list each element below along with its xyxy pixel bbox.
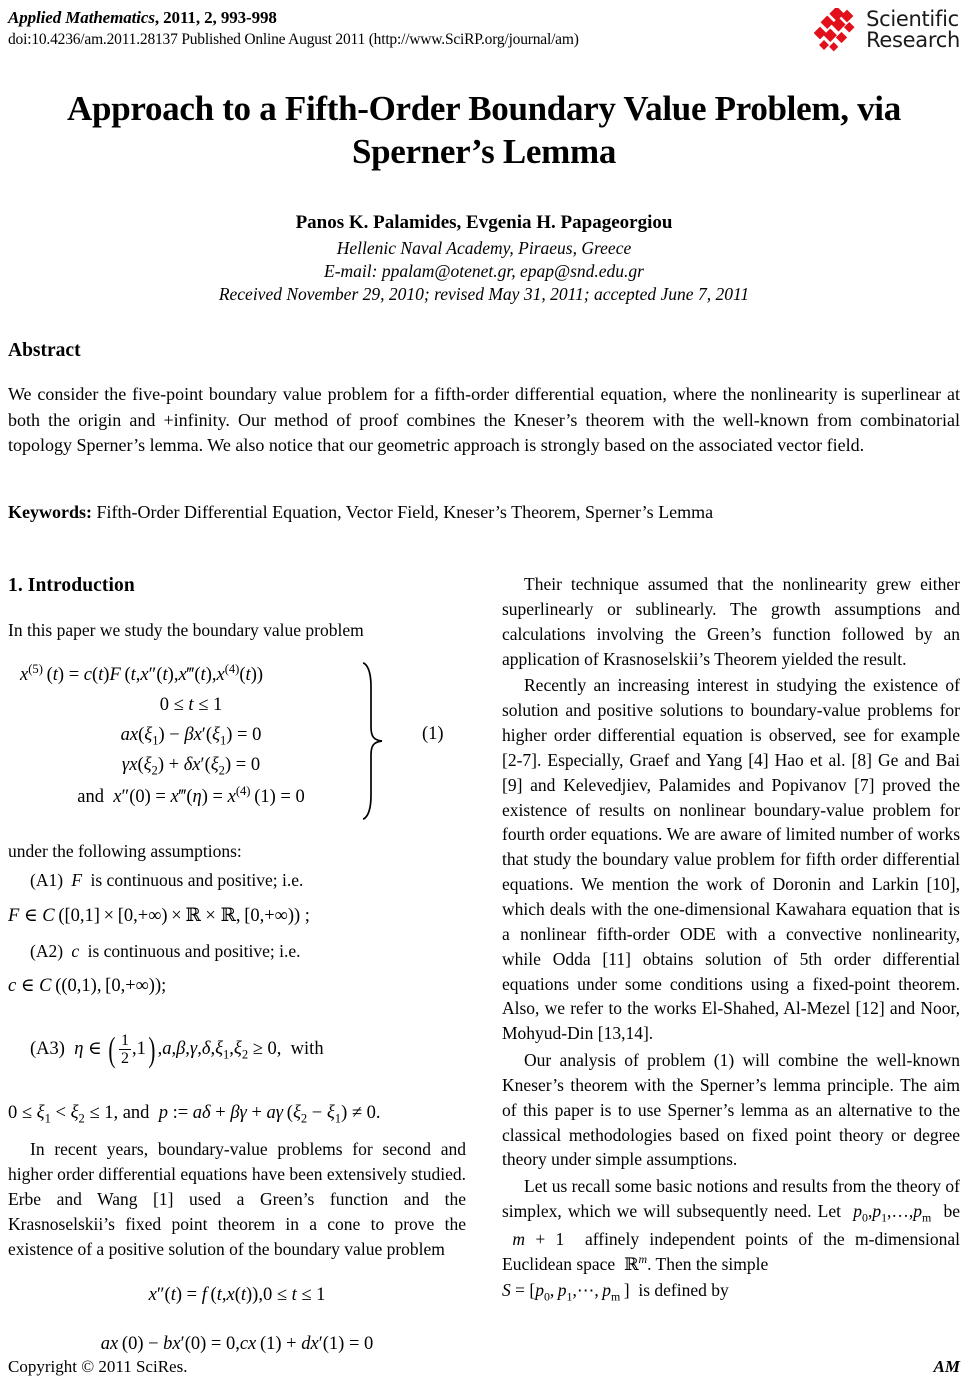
author-names: Panos K. Palamides, Evgenia H. Papageorgiou xyxy=(295,212,673,233)
keywords-label: Keywords: xyxy=(8,502,92,522)
right-paragraph-2: Recently an increasing interest in studying the existence of solution and positive solutions to boundary-value problems for higher order differential equation is observed, see for example [2-7]. Especially, Graef and Yang [4] Hao et al. [8] Ge and Bai [9] and Kelevedjiev, Palamides and Popivanov [7] proved the existence of results on nonlinear boundary-value problem for fourth order equations. We are aware of limited number of works that study the boundary value problem for fifth order differential equations. We mention the work of Doronin and Larkin [10], which deals with the one-dimensional Kawahara equation that is a nonlinear fifth-order ODE with a convective nonlinearity, while Odda [11] obtains solution of 5th order differential equations under some conditions using a fixed-point theorem. Also, we refer to the works El-Shahed, Al-Mezel [12] and Noor, Mohyud-Din [13,14]. xyxy=(502,675,960,1044)
author-affiliation: Hellenic Naval Academy, Piraeus, Greece xyxy=(336,238,632,258)
equation-1-row-5: and x″(0) = x‴(η) = $x^{(4)}$ (1) = 0 xyxy=(77,783,305,807)
right-column xyxy=(502,572,960,1307)
author-email-line xyxy=(34,261,934,282)
assumption-a2-line xyxy=(8,936,466,967)
right-paragraph-4-text-4: . Then the simple xyxy=(647,1254,769,1275)
journal-issue-info: , 2011, 2, 993-998 xyxy=(154,8,277,27)
author-block xyxy=(34,212,934,307)
assumption-a3-line: (A3) η ∈ ( $\frac{1}{2}$ ,1) $,a,\beta,\gamma,\delta,\xi_1,\xi_2 \ge 0$, with xyxy=(8,1006,466,1094)
equation-1-row-3: $ax(\xi_1) - \beta x'(\xi_1) = 0$ xyxy=(120,724,262,748)
assumption-a2-text: is continuous and positive; i.e. xyxy=(87,941,301,962)
journal-name: Applied Mathematics xyxy=(8,8,155,27)
equation-2-block xyxy=(8,1278,466,1362)
copyright-notice: Copyright © 2011 SciRes. xyxy=(8,1357,188,1376)
assumption-a3-math-2: $0 \le \xi_1 < \xi_2 \le 1$, and p := aδ + βγ + aγ $(\xi_2 - \xi_1) \ne 0$. xyxy=(8,1102,381,1126)
left-column xyxy=(8,572,466,1378)
equation-1-row-1: $x^{(5)}$ (t) = c(t)F $(t,x''(t),x‴(t),x^{(4)}(t))$ xyxy=(20,661,264,685)
publisher-name xyxy=(866,6,960,52)
email-label: E-mail xyxy=(324,261,372,281)
assumption-a1-variable: F xyxy=(71,870,83,891)
assumption-a1-line xyxy=(8,865,466,896)
m-plus-one-math: m + 1 xyxy=(512,1228,565,1249)
assumption-a1-text: is continuous and positive; i.e. xyxy=(90,870,304,891)
submission-dates: Received November 29, 2010; revised May 31, 2011; accepted June 7, 2011 xyxy=(218,284,750,304)
journal-abbreviation: AM xyxy=(933,1357,960,1376)
page-header xyxy=(8,8,960,60)
right-paragraph-4-text-2: be xyxy=(943,1201,961,1222)
assumption-a1-label: (A1) xyxy=(30,870,64,891)
equation-1-rows xyxy=(16,659,366,813)
email-addresses: : ppalam@otenet.gr, epap@snd.edu.gr xyxy=(371,261,644,281)
equation-1-brace-icon xyxy=(360,661,390,821)
intro-paragraph-1: In this paper we study the boundary value problem xyxy=(8,619,364,640)
keywords-text: Fifth-Order Differential Equation, Vector Field, Kneser’s Theorem, Sperner’s Lemma xyxy=(92,502,714,522)
equation-1-row-4: $\gamma x(\xi_2) + \delta x'(\xi_2) = 0$ xyxy=(121,754,261,778)
equation-1-block xyxy=(8,659,466,827)
equation-2-row-2: ax (0) − bx′(0) = 0,cx (1) + dx′(1) = 0 xyxy=(100,1333,374,1354)
euclidean-space-math: ℝ$^m$ xyxy=(623,1252,648,1276)
assumption-a3-label: (A3) xyxy=(30,1039,65,1060)
assumption-a2-math: c ∈ C ((0,1), [0,+∞)); xyxy=(8,975,167,996)
section-heading-introduction: 1. Introduction xyxy=(8,575,135,596)
right-paragraph-3: Our analysis of problem (1) will combine the well-known Kneser’s theorem with the Sperner’s lemma principle. The aim of this paper is to use Sperner’s lemma as an alternative to the classical methodologies based on fixed point theory or degree theory under simple assumptions. xyxy=(502,1050,960,1170)
assumptions-lead: under the following assumptions: xyxy=(8,840,242,861)
equation-2-row-1: x″(t) = f (t,x(t)),0 ≤ t ≤ 1 xyxy=(148,1284,326,1305)
assumption-a3 xyxy=(8,1006,466,1131)
abstract-heading: Abstract xyxy=(8,340,81,361)
right-paragraph-1: Their technique assumed that the nonlinearity grew either superlinearly or sublinearly. The growth assumptions and calculations involving the Green’s function followed by an application of Krasnoselskii’s Theorem yielded the result. xyxy=(502,574,960,669)
abstract-text: We consider the five-point boundary value problem for a fifth-order differential equation, where the nonlinearity is superlinear at both the origin and +infinity. Our method of proof combines the Kneser’s theorem with the well-known from combinatorial topology Sperner’s lemma. We also notice that our geometric approach is strongly based on the associated vector field. xyxy=(8,384,960,456)
logo-line-1: Scientific xyxy=(866,6,959,31)
right-paragraph-4 xyxy=(502,1174,960,1305)
diamond-logo-icon xyxy=(814,8,860,52)
equation-1-number: (1) xyxy=(422,723,444,744)
assumption-a2-label: (A2) xyxy=(30,941,64,962)
doi-line: doi:10.4236/am.2011.28137 Published Online August 2011 (http://www.SciRP.org/journal/am) xyxy=(8,31,579,48)
keywords-line xyxy=(8,500,960,525)
assumption-a2-variable: c xyxy=(71,941,80,962)
assumption-a1 xyxy=(8,865,466,934)
right-paragraph-4-text-5: is defined by xyxy=(638,1280,729,1301)
assumption-a1-math: F ∈ C ([0,1] × [0,+∞) × ℝ × ℝ, [0,+∞)) ; xyxy=(8,905,310,926)
simplex-points-math: $p_0,p_1,\dots,p_m$ xyxy=(853,1201,932,1225)
right-paragraph-4-text-1: Let us recall some basic notions and results from the theory of simplex, which we will subsequently need. Let xyxy=(502,1176,960,1222)
equation-1-row-2: 0 ≤ t ≤ 1 xyxy=(159,694,223,715)
page-title: Approach to a Fifth-Order Boundary Value Problem, via Sperner’s Lemma xyxy=(67,89,901,171)
page-footer xyxy=(8,1357,960,1377)
publisher-logo xyxy=(814,8,960,52)
right-paragraph-4-text-3: affinely independent points of the m-dimensional Euclidean space xyxy=(502,1228,961,1275)
simplex-definition-math: $S = [p_0$, $p_1,\cdots$, $p_m$ ] xyxy=(502,1280,630,1304)
assumption-a2 xyxy=(8,936,466,1004)
logo-line-2: Research xyxy=(866,28,960,52)
left-paragraph-2: In recent years, boundary-value problems for second and higher order differential equations have been extensively studied. Erbe and Wang [1] used a Green’s function and the Krasnoselskii’s fixed point theorem in a cone to prove the existence of a positive solution of the boundary value problem xyxy=(8,1139,466,1259)
diamond-logo-svg xyxy=(814,8,860,52)
